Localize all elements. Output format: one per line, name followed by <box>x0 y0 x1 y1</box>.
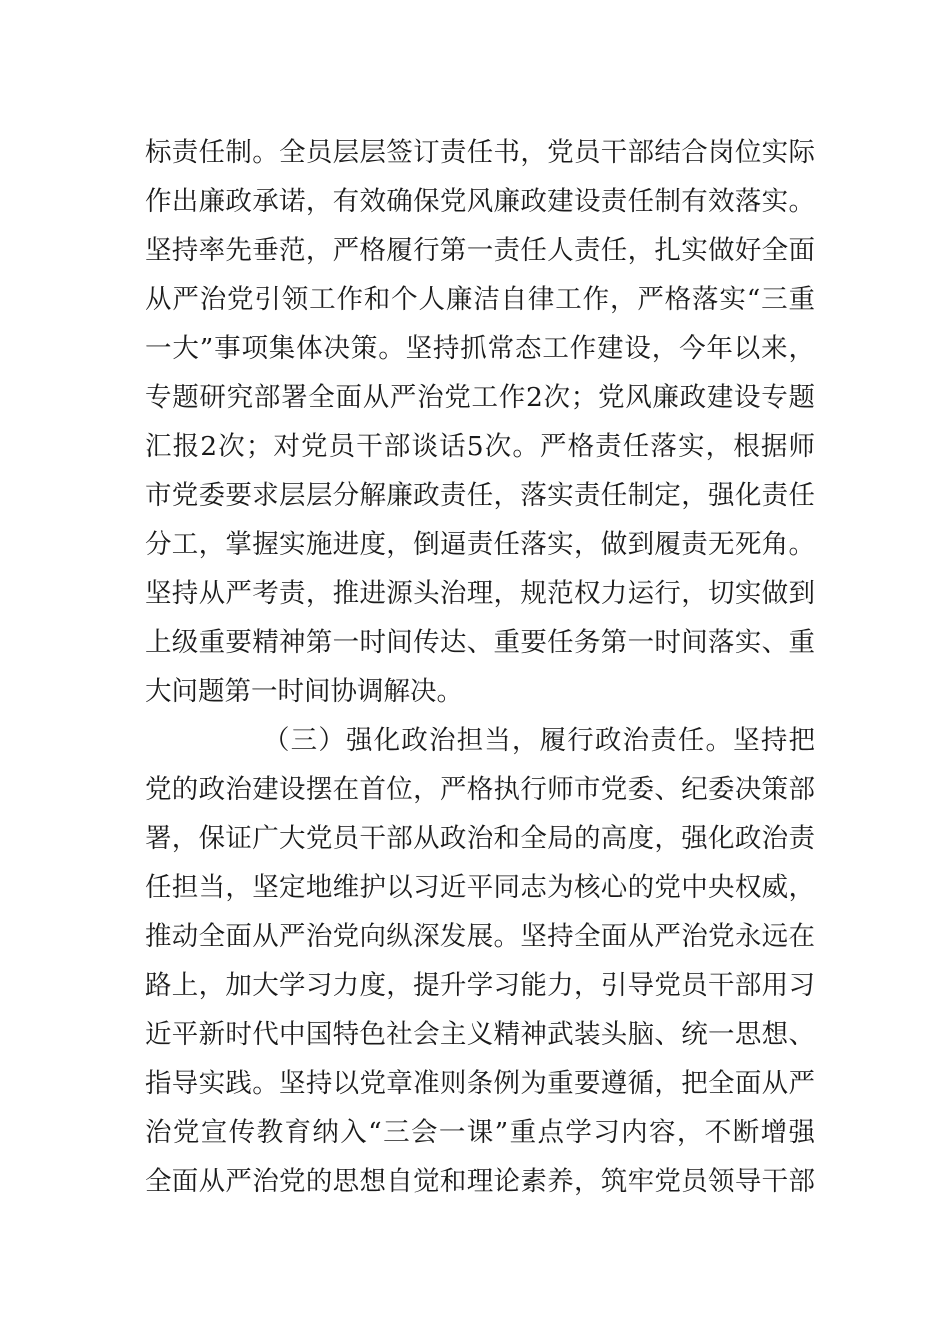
text-line: 标责任制。全员层层签订责任书，党员干部结合岗位实际 <box>145 137 815 168</box>
text-line: 坚持从严考责，推进源头治理，规范权力运行，切实做到 <box>145 578 815 609</box>
text-line: 全面从严治党的思想自觉和理论素养，筑牢党员领导干部 <box>145 1166 815 1197</box>
text-line: 党的政治建设摆在首位，严格执行师市党委、纪委决策部 <box>145 774 815 805</box>
body-text <box>145 128 815 1206</box>
text-line: 指导实践。坚持以党章准则条例为重要遵循，把全面从严 <box>145 1068 815 1099</box>
text-line: 大问题第一时间协调解决。 <box>145 676 463 707</box>
text-line: 一大”事项集体决策。坚持抓常态工作建设，今年以来， <box>145 333 815 364</box>
text-line: 署，保证广大党员干部从政治和全局的高度，强化政治责 <box>145 823 815 854</box>
text-line: 任担当，坚定地维护以习近平同志为核心的党中央权威， <box>145 872 815 903</box>
text-line: 推动全面从严治党向纵深发展。坚持全面从严治党永远在 <box>145 921 815 952</box>
text-line: 分工，掌握实施进度，倒逼责任落实，做到履责无死角。 <box>145 529 815 560</box>
text-line: 路上，加大学习力度，提升学习能力，引导党员干部用习 <box>145 970 815 1001</box>
text-line: 汇报2次；对党员干部谈话5次。严格责任落实，根据师 <box>145 431 815 462</box>
text-line: 治党宣传教育纳入“三会一课”重点学习内容，不断增强 <box>145 1117 815 1148</box>
text-line: 作出廉政承诺，有效确保党风廉政建设责任制有效落实。 <box>145 186 815 217</box>
text-line: 从严治党引领工作和个人廉洁自律工作，严格落实“三重 <box>145 284 815 315</box>
text-line: 上级重要精神第一时间传达、重要任务第一时间落实、重 <box>145 627 815 658</box>
section-heading-line: （三）强化政治担当，履行政治责任。坚持把 <box>263 725 815 756</box>
text-line: 近平新时代中国特色社会主义精神武装头脑、统一思想、 <box>145 1019 815 1050</box>
text-line: 市党委要求层层分解廉政责任，落实责任制定，强化责任 <box>145 480 815 511</box>
text-line: 坚持率先垂范，严格履行第一责任人责任，扎实做好全面 <box>145 235 815 266</box>
text-line: 专题研究部署全面从严治党工作2次；党风廉政建设专题 <box>145 382 815 413</box>
